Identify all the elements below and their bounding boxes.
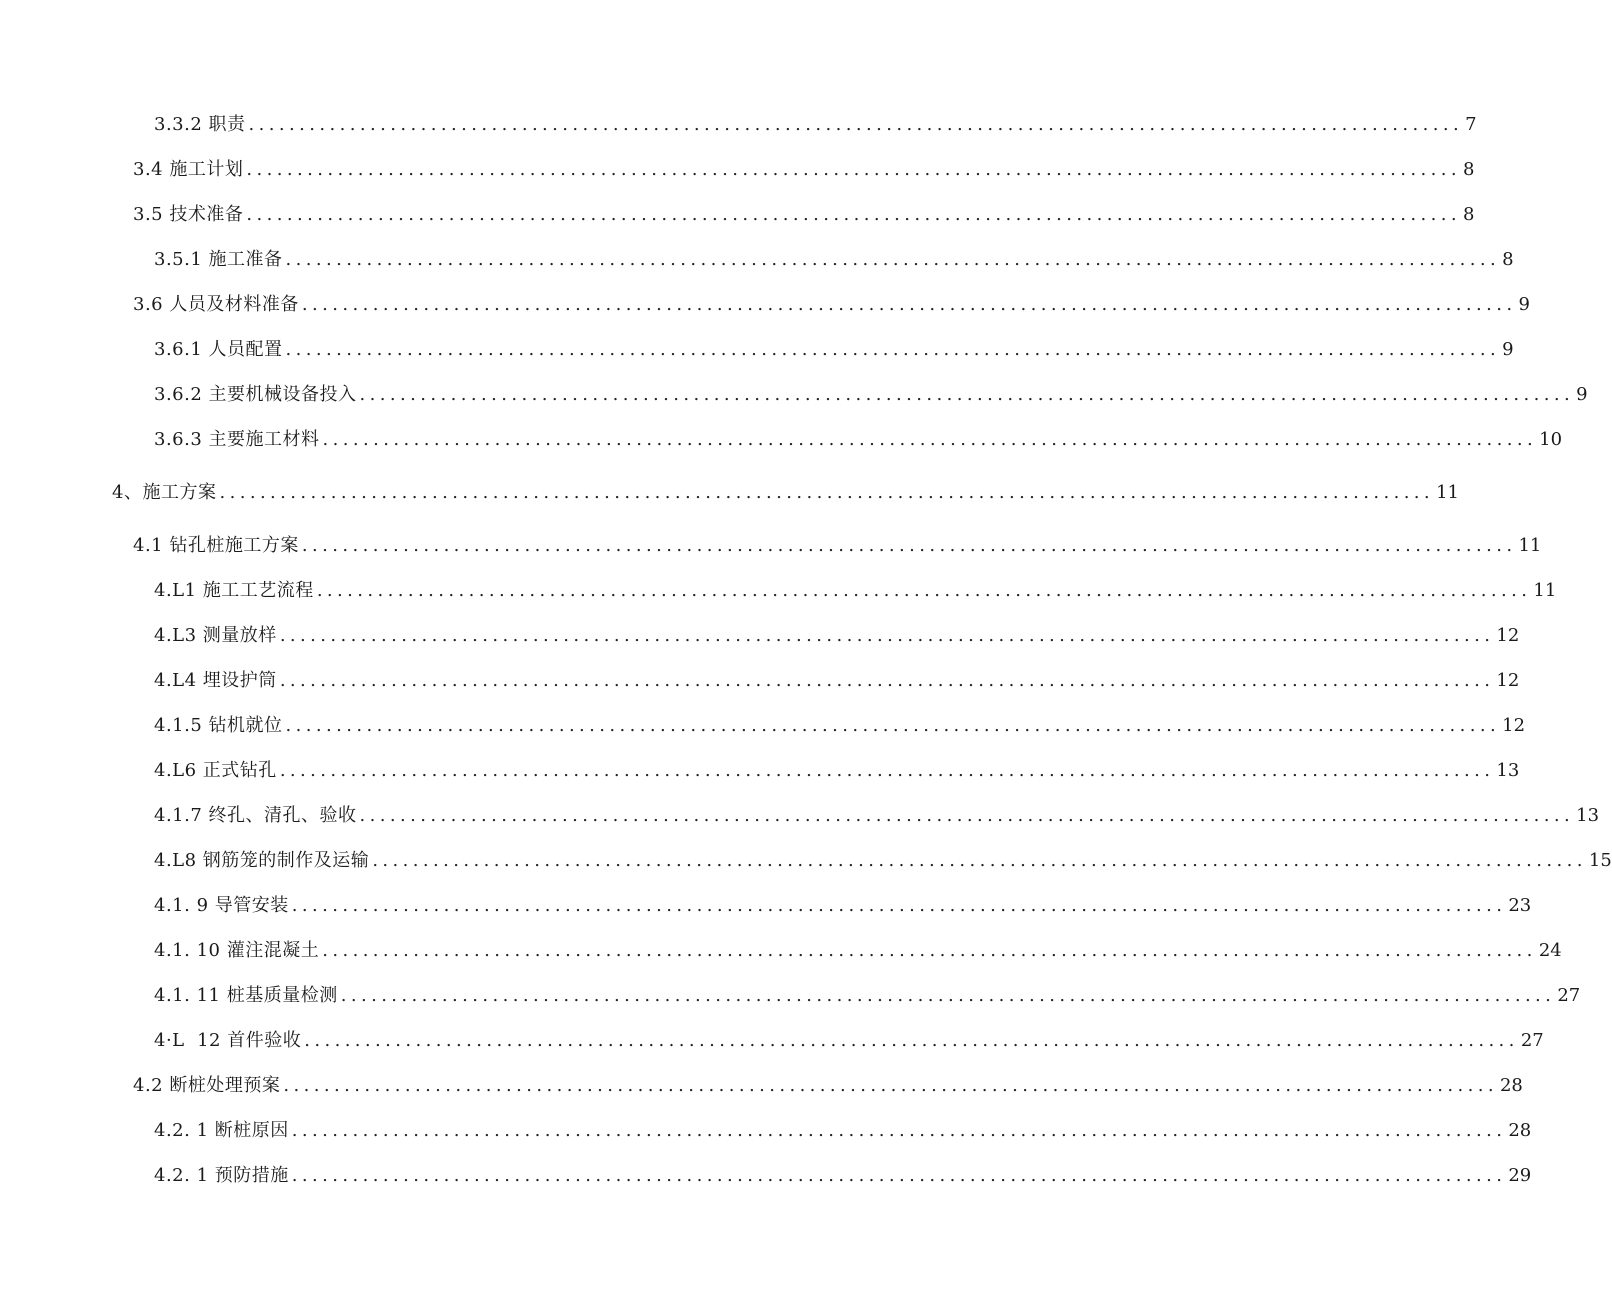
toc-entry-title: 3.6.3 主要施工材料 (154, 429, 320, 450)
toc-entry-page: 27 (1557, 985, 1581, 1006)
dot-leader: ........................................................................................................................ (279, 670, 1495, 691)
toc-entry-title: 3.6 人员及材料准备 (133, 294, 299, 315)
toc-entry[interactable] (154, 246, 1514, 274)
toc-entry[interactable] (154, 802, 1600, 830)
toc-entry[interactable] (133, 201, 1475, 229)
toc-entry-page: 23 (1508, 895, 1532, 916)
toc-entry-page: 9 (1518, 294, 1530, 315)
toc-entry[interactable] (133, 156, 1475, 184)
toc-entry[interactable] (154, 622, 1520, 650)
toc-entry[interactable] (154, 336, 1514, 364)
toc-entry-page: 27 (1520, 1030, 1544, 1051)
toc-entry[interactable] (154, 712, 1526, 740)
toc-entry-title: 3.6.2 主要机械设备投入 (154, 384, 357, 405)
dot-leader: ........................................................................................................................ (219, 482, 1435, 503)
toc-entry-title: 4.2. 1 预防措施 (154, 1165, 289, 1186)
toc-entry-title: 3.6.1 人员配置 (154, 339, 283, 360)
dot-leader: ........................................................................................................................ (359, 805, 1575, 826)
dot-leader: ........................................................................................................................ (283, 1075, 1498, 1096)
toc-entry-page: 8 (1462, 159, 1475, 180)
toc-entry-title: 4.2. 1 断桩原因 (154, 1120, 289, 1141)
toc-entry[interactable] (154, 111, 1477, 139)
toc-entry[interactable] (154, 426, 1563, 454)
dot-leader: ........................................................................................................................ (291, 895, 1507, 916)
dot-leader: ........................................................................................................................ (291, 1120, 1507, 1141)
toc-entry-page: 28 (1508, 1120, 1532, 1141)
dot-leader: ........................................................................................................................ (301, 294, 1517, 315)
toc-entry-page: 24 (1538, 940, 1562, 961)
dot-leader: ........................................................................................................................ (285, 249, 1501, 270)
toc-entry-title: 4.1 钻孔桩施工方案 (133, 535, 299, 556)
toc-entry-title: 4.1.7 终孔、清孔、验收 (154, 805, 357, 826)
toc-entry[interactable] (154, 937, 1562, 965)
toc-entry[interactable] (154, 1027, 1544, 1055)
toc-entry-title: 4.1. 11 桩基质量检测 (154, 985, 338, 1006)
dot-leader: ........................................................................................................................ (301, 535, 1517, 556)
toc-entry-page: 13 (1576, 805, 1600, 826)
toc-entry-title: 4.L4 埋设护筒 (154, 670, 277, 691)
toc-entry-page: 8 (1462, 204, 1475, 225)
toc-entry[interactable] (133, 532, 1542, 560)
toc-entry-title: 4.L3 测量放样 (154, 625, 277, 646)
toc-entry-title: 4.L8 钢筋笼的制作及运输 (154, 850, 370, 871)
toc-entry-page: 8 (1502, 249, 1514, 270)
toc-entry[interactable] (154, 381, 1588, 409)
toc-entry[interactable] (154, 577, 1557, 605)
toc-entry-page: 12 (1496, 625, 1520, 646)
toc-entry[interactable] (154, 982, 1581, 1010)
toc-entry-page: 15 (1588, 850, 1612, 871)
dot-leader: ........................................................................................................................ (246, 159, 1461, 180)
toc-entry-title: 4.1. 10 灌注混凝土 (154, 940, 320, 961)
toc-entry-page: 28 (1499, 1075, 1523, 1096)
dot-leader: ........................................................................................................................ (359, 384, 1575, 405)
toc-entry[interactable] (133, 291, 1530, 319)
toc-entry[interactable] (154, 1117, 1532, 1145)
toc-entry[interactable] (154, 757, 1520, 785)
toc-entry-title: 4.2 断桩处理预案 (133, 1075, 281, 1096)
toc-entry-page: 10 (1539, 429, 1563, 450)
dot-leader: ........................................................................................................................ (322, 429, 1538, 450)
toc-entry-page: 12 (1496, 670, 1520, 691)
toc-entry-page: 9 (1576, 384, 1588, 405)
dot-leader: ........................................................................................................................ (291, 1165, 1507, 1186)
toc-entry-page: 29 (1508, 1165, 1532, 1186)
toc-entry-title: 4、施工方案 (112, 482, 217, 503)
toc-entry-page: 11 (1436, 482, 1459, 503)
dot-leader: ........................................................................................................................ (285, 339, 1501, 360)
toc-entry-page: 7 (1465, 114, 1477, 135)
toc-entry[interactable] (133, 1072, 1523, 1100)
toc-entry[interactable] (154, 1162, 1532, 1190)
toc-entry-title: 3.4 施工计划 (133, 159, 244, 180)
toc-entry-title: 4·L 12 首件验收 (154, 1030, 302, 1051)
toc-entry[interactable] (154, 847, 1612, 875)
toc-entry[interactable] (112, 479, 1459, 507)
dot-leader: ........................................................................................................................ (279, 625, 1495, 646)
dot-leader: ........................................................................................................................ (285, 715, 1501, 736)
toc-entry-page: 12 (1502, 715, 1526, 736)
dot-leader: ........................................................................................................................ (248, 114, 1464, 135)
toc-entry-title: 3.5.1 施工准备 (154, 249, 283, 270)
toc-entry-page: 11 (1518, 535, 1542, 556)
dot-leader: ........................................................................................................................ (322, 940, 1537, 961)
toc-entry[interactable] (154, 667, 1520, 695)
toc-entry-page: 9 (1502, 339, 1514, 360)
toc-entry-page: 11 (1533, 580, 1557, 601)
dot-leader: ........................................................................................................................ (372, 850, 1587, 871)
dot-leader: ........................................................................................................................ (340, 985, 1556, 1006)
toc-entry-title: 3.3.2 职责 (154, 114, 246, 135)
toc-entry-title: 4.1.5 钻机就位 (154, 715, 283, 736)
toc-entry-title: 4.1. 9 导管安装 (154, 895, 289, 916)
toc-entry[interactable] (154, 892, 1532, 920)
dot-leader: ........................................................................................................................ (279, 760, 1495, 781)
dot-leader: ........................................................................................................................ (304, 1030, 1519, 1051)
dot-leader: ........................................................................................................................ (246, 204, 1461, 225)
toc-entry-title: 4.L6 正式钻孔 (154, 760, 277, 781)
dot-leader: ........................................................................................................................ (316, 580, 1532, 601)
toc-entry-page: 13 (1496, 760, 1520, 781)
toc-entry-title: 4.L1 施工工艺流程 (154, 580, 314, 601)
toc-entry-title: 3.5 技术准备 (133, 204, 244, 225)
